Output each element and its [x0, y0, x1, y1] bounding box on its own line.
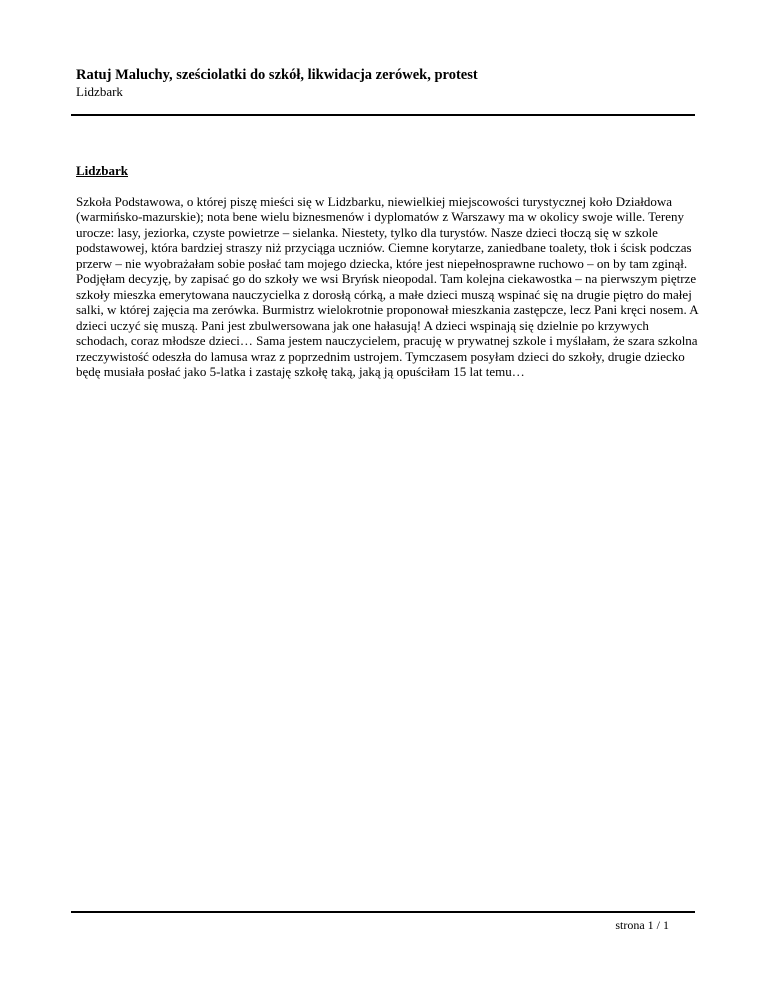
document-subtitle: Lidzbark: [76, 84, 123, 99]
section-heading: Lidzbark: [76, 163, 129, 178]
document-header: [76, 66, 696, 100]
footer-divider: [71, 911, 695, 913]
header-divider: [71, 114, 695, 116]
document-title: Ratuj Maluchy, sześciolatki do szkół, likwidacja zerówek, protest: [76, 67, 478, 83]
content-section: [76, 163, 701, 379]
page-number: strona 1 / 1: [615, 918, 669, 932]
section-body-text: Szkoła Podstawowa, o której piszę mieści się w Lidzbarku, niewielkiej miejscowości turystycznej koło Działdowa (warmińsko-mazurskie); nota bene wielu biznesmenów i dyplomatów z Warszawy ma w okolicy swoje wille. Tereny urocze: lasy, jeziorka, czyste powietrze – sielanka. Niestety, tylko dla turystów. Nasze dzieci tłoczą się w szkole podstawowej, która bardziej straszy niż przyciąga uczniów. Ciemne korytarze, zaniedbane toalety, tłok i ścisk podczas przerw – nie wyobrażałam sobie posłać tam mojego dziecka, które jest niepełnosprawne ruchowo – on by tam zginął. Podjęłam decyzję, by zapisać go do szkoły we wsi Bryńsk nieopodal. Tam kolejna ciekawostka – na pierwszym piętrze szkoły mieszka emerytowana nauczycielka z dorosłą córką, a małe dzieci muszą wspinać się na drugie piętro do małej salki, w której zajęcia ma zerówka. Burmistrz wielokrotnie proponował mieszkania zastępcze, lecz Pani kręci nosem. A dzieci uczyć się muszą. Pani jest zbulwersowana jak one hałasują! A dzieci wspinają się dzielnie po krzywych schodach, coraz młodsze dzieci… Sama jestem nauczycielem, pracuję w prywatnej szkole i myślałam, że szara szkolna rzeczywistość odeszła do lamusa wraz z poprzednim ustrojem. Tymczasem posyłam dzieci do szkoły, drugie dziecko będę musiała posłać jako 5-latka i zastaję szkołę taką, jaką ją opuściłam 15 lat temu…: [76, 194, 698, 379]
